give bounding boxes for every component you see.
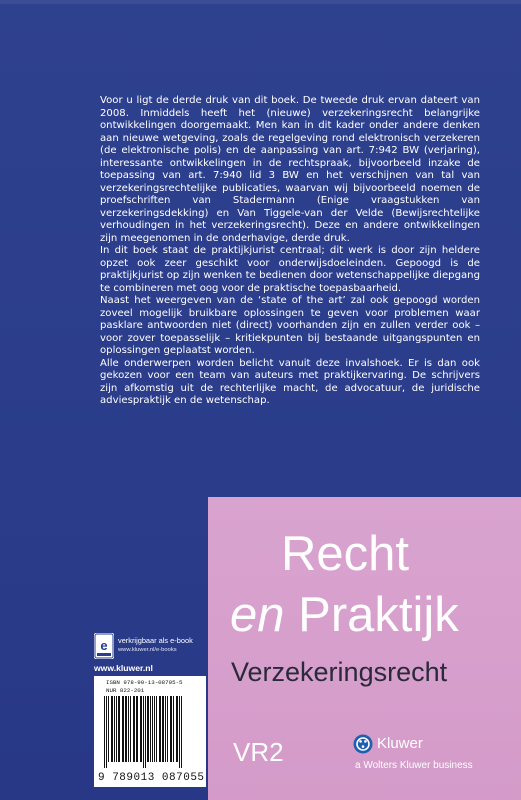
series-title-line2: [230, 587, 459, 643]
series-code: VR2: [233, 737, 284, 767]
ebook-availability: [94, 633, 204, 663]
barcode-bar: [116, 696, 117, 762]
nur-text: NUR 822-201: [106, 687, 145, 694]
barcode-bar: [181, 696, 182, 768]
barcode-bar: [136, 696, 138, 762]
barcode-bar: [143, 696, 144, 768]
isbn-text: ISBN 978-90-13-08705-5: [106, 679, 183, 686]
barcode-bar: [150, 696, 151, 762]
barcode-bar: [118, 696, 120, 762]
series-title-praktijk: Praktijk: [298, 588, 459, 642]
blurb-paragraph-1: Voor u ligt de derde druk van dit boek. De tweede druk ervan dateert van 2008. Inmiddels heeft het (nieuwe) verzekeringsrecht belangrijke ontwikkelingen doorgemaakt. Men kan in dit kader onder andere denken aan nieuwe wetgeving, zoals de regelgeving rond elektronisch verzekeren (de elektronische polis) en de aanpassing van art. 7:942 BW (verjaring), interessante ontwikkelingen in de rechtspraak, bijvoorbeeld inzake de toepassing van art. 7:940 lid 3 BW en het verschijnen van tal van verzekeringsrechtelijke publicaties, waarvan wij bijvoorbeeld noemen de proefschriften van Stadermann (Enige vraagstukken van verzekeringsdekking) en Van Tiggele-van der Velde (Bewijsrechtelijke verhoudingen in het verzekeringsrecht). Deze en andere ontwikkelingen zijn meegenomen in de onderhavige, derde druk.: [100, 95, 480, 244]
barcode-bar: [145, 696, 146, 768]
kluwer-logo-icon: [353, 734, 373, 754]
publisher-tagline: a Wolters Kluwer business: [355, 760, 473, 771]
publisher-name: Kluwer: [377, 735, 423, 752]
barcode-bar: [133, 696, 135, 762]
barcode-bar: [104, 696, 105, 768]
cover-top-edge: [0, 0, 521, 4]
barcode-bar: [159, 696, 161, 762]
ebook-label: verkrijgbaar als e-book: [118, 636, 193, 645]
barcode-bar: [179, 696, 180, 768]
barcode-bar: [154, 696, 155, 762]
barcode-bar: [167, 696, 168, 762]
barcode-bar: [106, 696, 107, 768]
barcode-bar: [130, 696, 131, 762]
book-subtitle: Verzekeringsrecht: [231, 657, 448, 687]
barcode-bar: [125, 696, 127, 762]
barcode-bar: [173, 696, 174, 762]
barcode-bar: [162, 696, 164, 762]
barcode-bar: [108, 696, 109, 762]
barcode-bar: [111, 696, 113, 762]
series-title-en: en: [230, 588, 285, 642]
barcode-bar: [147, 696, 149, 762]
barcode-icon: [102, 696, 198, 770]
barcode-bar: [152, 696, 153, 762]
barcode-bar: [114, 696, 115, 762]
barcode-bar: [156, 696, 157, 762]
blurb-text: [100, 95, 480, 408]
publisher-website: www.kluwer.nl: [94, 663, 153, 673]
barcode-box: [94, 676, 206, 787]
blurb-paragraph-3: Naast het weergeven van de ‘state of the art’ zal ook gepoogd worden zoveel mogelijk bruikbare oplossingen te geven voor problemen waar pasklare antwoorden niet (direct) voorhanden zijn en zullen verder ook – voor zover toepasselijk – kritiekpunten bij bestaande uitgangspunten en oplossingen geplaatst worden.: [100, 295, 480, 356]
barcode-bar: [176, 696, 178, 762]
ebook-icon: [94, 633, 114, 659]
barcode-bar: [128, 696, 129, 762]
barcode-bar: [165, 696, 166, 762]
barcode-bar: [140, 696, 142, 762]
publisher-logo: [345, 730, 485, 780]
svg-text:e: e: [100, 638, 108, 653]
series-title-line1: Recht: [281, 527, 410, 581]
barcode-bar: [122, 696, 124, 762]
blurb-paragraph-4: Alle onderwerpen worden belicht vanuit deze invalshoek. Er is dan ook gekozen voor een team van auteurs met praktijkervaring. De schrijvers zijn afkomstig uit de rechterlijke macht, de advocatuur, de juridische adviespraktijk en de wetenschap.: [100, 357, 480, 406]
ebook-url: www.kluwer.nl/e-books: [118, 647, 177, 653]
barcode-digits: 9 789013 087055: [98, 772, 205, 784]
blurb-paragraph-2: In dit boek staat de praktijkjurist centraal; dit werk is door zijn heldere opzet ook zeer geschikt voor onderwijsdoeleinden. Gepoogd is de praktijkjurist op zijn wenken te bedienen door wetenschappelijke diepgang te combineren met oog voor de praktische toepasbaarheid.: [100, 245, 480, 294]
barcode-bar: [170, 696, 172, 762]
